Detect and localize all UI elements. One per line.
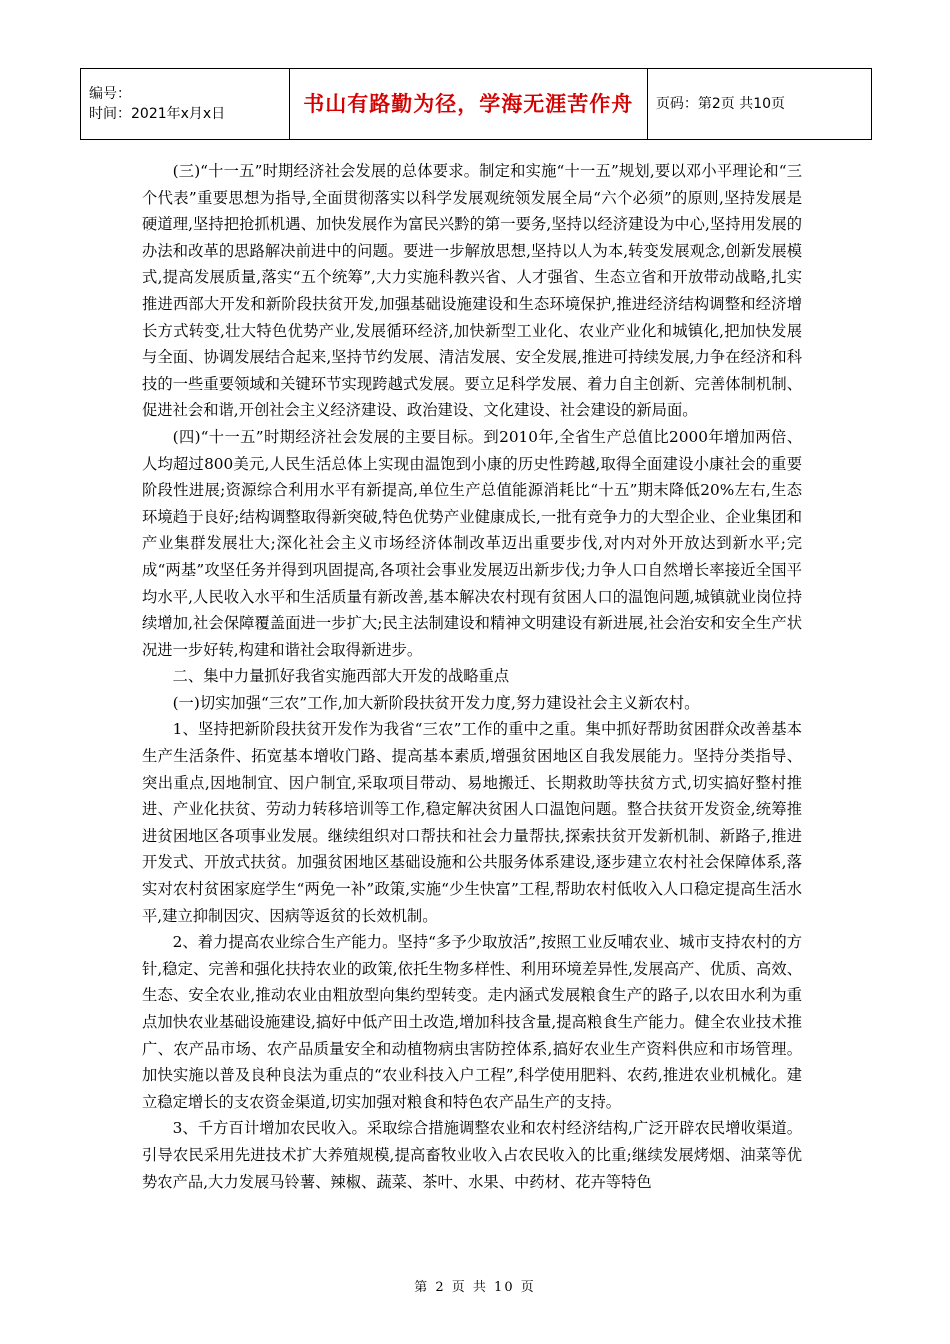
header-page-number: 页码：第2页 共10页 [647,69,871,140]
document-body [142,158,802,1195]
paragraph-5: 3、千方百计增加农民收入。采取综合措施调整农业和农村经济结构,广泛开辟农民增收渠道。引导农民采用先进技术扩大养殖规模,提高畜牧业收入占农民收入的比重;继续发展烤烟、油菜等优势农产品,大力发展马铃薯、辣椒、蔬菜、茶叶、水果、中药材、花卉等特色 [142,1119,802,1191]
paragraph-4: 2、着力提高农业综合生产能力。坚持“多予少取放活”,按照工业反哺农业、城市支持农村的方针,稳定、完善和强化扶持农业的政策,依托生物多样性、利用环境差异性,发展高产、优质、高效、生态、安全农业,推动农业由粗放型向集约型转变。走内涵式发展粮食生产的路子,以农田水利为重点加快农业基础设施建设,搞好中低产田土改造,增加科技含量,提高粮食生产能力。健全农业技术推广、农产品市场、农产品质量安全和动植物病虫害防控体系,搞好农业生产资料供应和市场管理。加快实施以普及良种良法为重点的“农业科技入户工程”,科学使用肥料、农药,推进农业机械化。建立稳定增长的支农资金渠道,切实加强对粮食和特色农产品生产的支持。 [142,933,802,1111]
subsection-heading: (一)切实加强“三农”工作,加大新阶段扶贫开发力度,努力建设社会主义新农村。 [172,693,700,712]
header-meta-cell [81,69,290,140]
document-number-label: 编号： [89,86,131,102]
paragraph-3: 1、坚持把新阶段扶贫开发作为我省“三农”工作的重中之重。集中抓好帮助贫困群众改善基本生产生活条件、拓宽基本增收门路、提高基本素质,增强贫困地区自我发展能力。坚持分类指导、突出重点,因地制宜、因户制宜,采取项目带动、易地搬迁、长期救助等扶贫方式,切实搞好整村推进、产业化扶贫、劳动力转移培训等工作,稳定解决贫困人口温饱问题。整合扶贫开发资金,统筹推进贫困地区各项事业发展。继续组织对口帮扶和社会力量帮扶,探索扶贫开发新机制、新路子,推进开发式、开放式扶贫。加强贫困地区基础设施和公共服务体系建设,逐步建立农村社会保障体系,落实对农村贫困家庭学生“两免一补”政策,实施“少生快富”工程,帮助农村低收入人口稳定提高生活水平,建立抑制因灾、因病等返贫的长效机制。 [142,720,802,925]
paragraph-1: (三)“十一五”时期经济社会发展的总体要求。制定和实施“十一五”规划,要以邓小平理论和“三个代表”重要思想为指导,全面贯彻落实以科学发展观统领发展全局“六个必须”的原则,坚持发展是硬道理,坚持把抢抓机遇、加快发展作为富民兴黔的第一要务,坚持以经济建设为中心,坚持用发展的办法和改革的思路解决前进中的问题。要进一步解放思想,坚持以人为本,转变发展观念,创新发展模式,提高发展质量,落实“五个统筹”,大力实施科教兴省、人才强省、生态立省和开放带动战略,扎实推进西部大开发和新阶段扶贫开发,加强基础设施建设和生态环境保护,推进经济结构调整和经济增长方式转变,壮大特色优势产业,发展循环经济,加快新型工业化、农业产业化和城镇化,把加快发展与全面、协调发展结合起来,坚持节约发展、清洁发展、安全发展,推进可持续发展,力争在经济和科技的一些重要领域和关键环节实现跨越式发展。要立足科学发展、着力自主创新、完善体制机制、促进社会和谐,开创社会主义经济建设、政治建设、文化建设、社会建设的新局面。 [142,162,802,420]
document-header [80,68,872,140]
page-footer: 第 2 页 共 10 页 [414,1280,536,1295]
document-time-label: 时间：2021年x月x日 [89,106,226,122]
section-heading: 二、集中力量抓好我省实施西部大开发的战略重点 [172,667,510,686]
header-motto: 书山有路勤为径，学海无涯苦作舟 [289,69,647,140]
paragraph-2: (四)“十一五”时期经济社会发展的主要目标。到2010年,全省生产总值比2000年增加两倍、人均超过800美元,人民生活总体上实现由温饱到小康的历史性跨越,取得全面建设小康社会的重要阶段性进展;资源综合利用水平有新提高,单位生产总值能源消耗比“十五”期末降低20%左右,生态环境趋于良好;结构调整取得新突破,特色优势产业健康成长,一批有竞争力的大型企业、企业集团和产业集群发展壮大;深化社会主义市场经济体制改革迈出重要步伐,对内对外开放达到新水平;完成“两基”攻坚任务并得到巩固提高,各项社会事业发展迈出新步伐;力争人口自然增长率接近全国平均水平,人民收入水平和生活质量有新改善,基本解决农村现有贫困人口的温饱问题,城镇就业岗位持续增加,社会保障覆盖面进一步扩大;民主法制建设和精神文明建设有新进展,社会治安和安全生产状况进一步好转,构建和谐社会取得新进步。 [142,427,802,659]
